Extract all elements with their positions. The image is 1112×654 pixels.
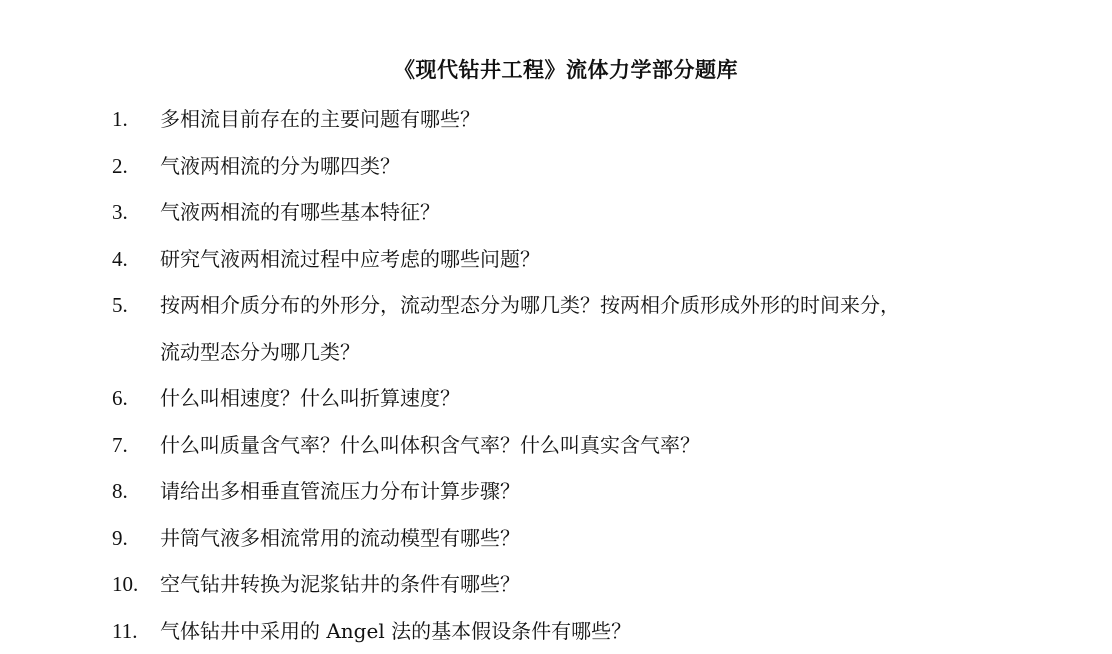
- question-item: [112, 422, 1072, 469]
- question-number: 4.: [112, 236, 160, 283]
- question-number: 2.: [112, 143, 160, 190]
- question-item: [112, 375, 1072, 422]
- question-number: 6.: [112, 375, 160, 422]
- question-number: 3.: [112, 189, 160, 236]
- question-item: [112, 561, 1072, 608]
- question-list: [112, 96, 1072, 654]
- question-number: 9.: [112, 515, 160, 562]
- question-text: 什么叫质量含气率？什么叫体积含气率？什么叫真实含气率？: [160, 422, 1072, 469]
- question-text: 请给出多相垂直管流压力分布计算步骤？: [160, 468, 1072, 515]
- question-text: 多相流目前存在的主要问题有哪些？: [160, 96, 1072, 143]
- document-title: 《现代钻井工程》流体力学部分题库: [0, 52, 1112, 88]
- question-text-line-2: 流动型态分为哪几类？: [160, 329, 1072, 376]
- question-text-line-1: 按两相介质分布的外形分，流动型态分为哪几类？按两相介质形成外形的时间来分，: [160, 282, 1072, 329]
- question-text: 井筒气液多相流常用的流动模型有哪些？: [160, 515, 1072, 562]
- question-text: 什么叫相速度？什么叫折算速度？: [160, 375, 1072, 422]
- question-number: 8.: [112, 468, 160, 515]
- question-text: 气液两相流的分为哪四类？: [160, 143, 1072, 190]
- question-item: [112, 608, 1072, 654]
- question-item: [112, 96, 1072, 143]
- question-number: 7.: [112, 422, 160, 469]
- question-text: 气体钻井中采用的 Angel 法的基本假设条件有哪些？: [160, 608, 1072, 654]
- question-item: [112, 468, 1072, 515]
- question-text: 气液两相流的有哪些基本特征？: [160, 189, 1072, 236]
- question-text: 空气钻井转换为泥浆钻井的条件有哪些？: [160, 561, 1072, 608]
- question-item: [112, 236, 1072, 283]
- question-number: 1.: [112, 96, 160, 143]
- question-item: [112, 515, 1072, 562]
- question-item: [112, 143, 1072, 190]
- question-item: [112, 189, 1072, 236]
- question-number: 5.: [112, 282, 160, 329]
- question-item: [112, 282, 1072, 375]
- question-text: 研究气液两相流过程中应考虑的哪些问题？: [160, 236, 1072, 283]
- question-number: 11.: [112, 608, 160, 654]
- question-number: 10.: [112, 561, 160, 608]
